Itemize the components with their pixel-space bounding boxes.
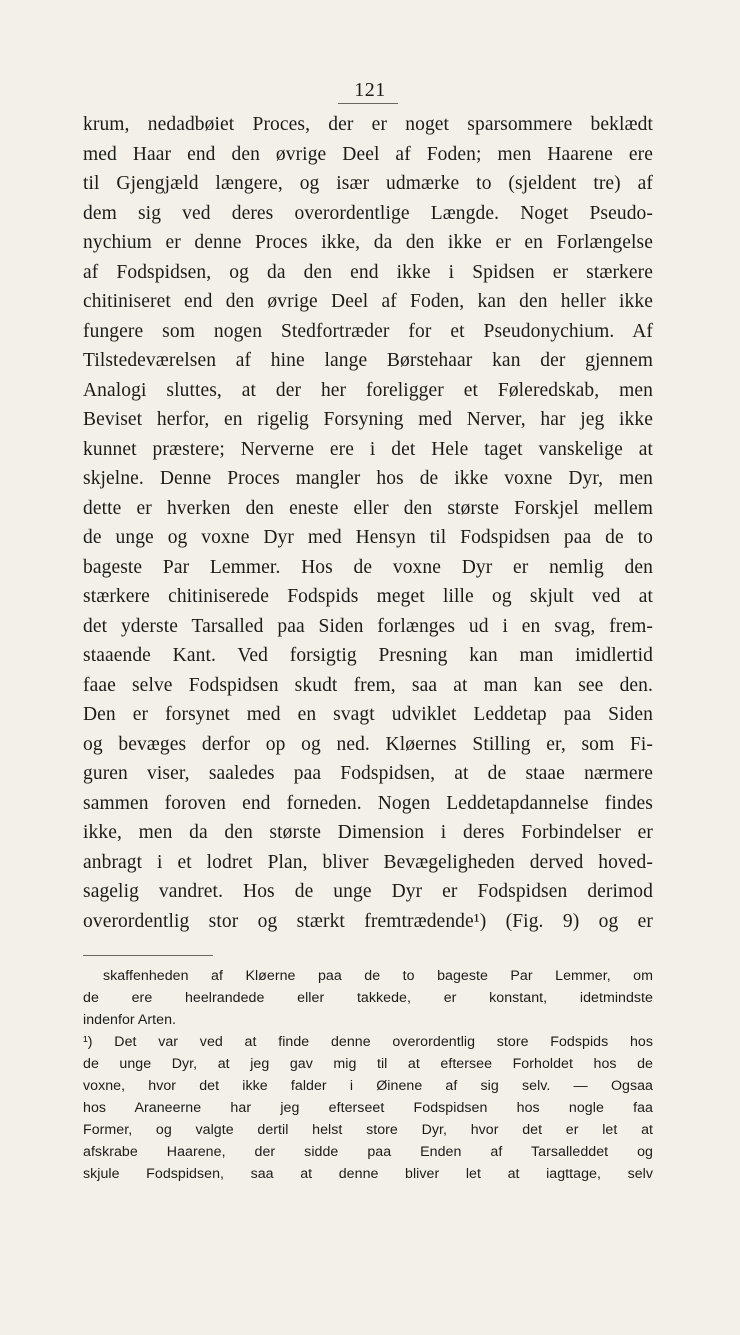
footnote-line: hos Araneerne har jeg efterseet Fodspidsen hos nogle faa [83, 1100, 653, 1116]
footnote-line: skaffenheden af Kløerne paa de to bageste Par Lemmer, om [103, 968, 653, 984]
footnote-separator [83, 955, 213, 956]
body-line: faae selve Fodspidsen skudt frem, saa at man kan see den. [83, 674, 653, 696]
body-line: af Fodspidsen, og da den end ikke i Spidsen er stærkere [83, 261, 653, 283]
body-line: staaende Kant. Ved forsigtig Presning kan man imidlertid [83, 645, 653, 666]
footnote-line: skjule Fodspidsen, saa at denne bliver let at iagttage, selv [83, 1166, 653, 1182]
body-line: bageste Par Lemmer. Hos de voxne Dyr er nemlig den [83, 556, 653, 578]
body-line: dette er hverken den eneste eller den største Forskjel mellem [83, 497, 653, 519]
body-line: anbragt i et lodret Plan, bliver Bevægeligheden derved hoved- [83, 851, 653, 873]
footnote-line: afskrabe Haarene, der sidde paa Enden af Tarsalleddet og [83, 1144, 653, 1160]
body-line: de unge og voxne Dyr med Hensyn til Fodspidsen paa de to [83, 527, 653, 548]
body-line: fungere som nogen Stedfortræder for et Pseudonychium. Af [83, 320, 653, 342]
body-line: chitiniseret end den øvrige Deel af Foden, kan den heller ikke [83, 291, 653, 312]
body-line: Tilstedeværelsen af hine lange Børstehaar kan der gjennem [83, 350, 653, 371]
body-line: det yderste Tarsalled paa Siden forlænges ud i en svag, frem- [83, 615, 653, 637]
body-line: sammen foroven end forneden. Nogen Leddetapdannelse findes [83, 792, 653, 814]
body-line: Beviset herfor, en rigelig Forsyning med Nerver, har jeg ikke [83, 409, 653, 430]
footnote-line: Former, og valgte dertil helst store Dyr, hvor det er let at [83, 1122, 653, 1138]
body-line: nychium er denne Proces ikke, da den ikke er en Forlængelse [83, 232, 653, 253]
body-line: og bevæges derfor op og ned. Kløernes Stilling er, som Fi- [83, 733, 653, 755]
body-line: skjelne. Denne Proces mangler hos de ikke voxne Dyr, men [83, 468, 653, 489]
body-line: guren viser, saaledes paa Fodspidsen, at de staae nærmere [83, 763, 653, 784]
body-line: Den er forsynet med en svagt udviklet Leddetap paa Siden [83, 704, 653, 725]
body-line: dem sig ved deres overordentlige Længde. Noget Pseudo- [83, 202, 653, 224]
body-line: Analogi sluttes, at der her foreligger et Føleredskab, men [83, 379, 653, 401]
page-number-underline [338, 103, 398, 104]
footnote-line: ¹) Det var ved at finde denne overordentlig store Fodspids hos [83, 1034, 653, 1050]
body-line: til Gjengjæld længere, og især udmærke to (sjeldent tre) af [83, 173, 653, 194]
footnote-line: de ere heelrandede eller takkede, er konstant, idetmindste [83, 990, 653, 1006]
footnote-line: de unge Dyr, at jeg gav mig til at eftersee Forholdet hos de [83, 1056, 653, 1072]
footnote-line: voxne, hvor det ikke falder i Øinene af sig selv. — Ogsaa [83, 1078, 653, 1094]
footnotes [83, 965, 653, 1185]
footnote-line: indenfor Arten. [83, 1012, 177, 1028]
body-line: sagelig vandret. Hos de unge Dyr er Fodspidsen derimod [83, 881, 653, 902]
page-number: 121 [354, 79, 386, 101]
body-line: ikke, men da den største Dimension i deres Forbindelser er [83, 822, 653, 843]
body-text [83, 110, 653, 936]
body-line: overordentlig stor og stærkt fremtrædende¹) (Fig. 9) og er [83, 910, 653, 932]
body-line: kunnet præstere; Nerverne ere i det Hele taget vanskelige at [83, 438, 653, 460]
body-line: stærkere chitiniserede Fodspids meget lille og skjult ved at [83, 586, 653, 607]
body-line: med Haar end den øvrige Deel af Foden; men Haarene ere [83, 143, 653, 165]
body-line: krum, nedadbøiet Proces, der er noget sparsommere beklædt [83, 114, 653, 135]
